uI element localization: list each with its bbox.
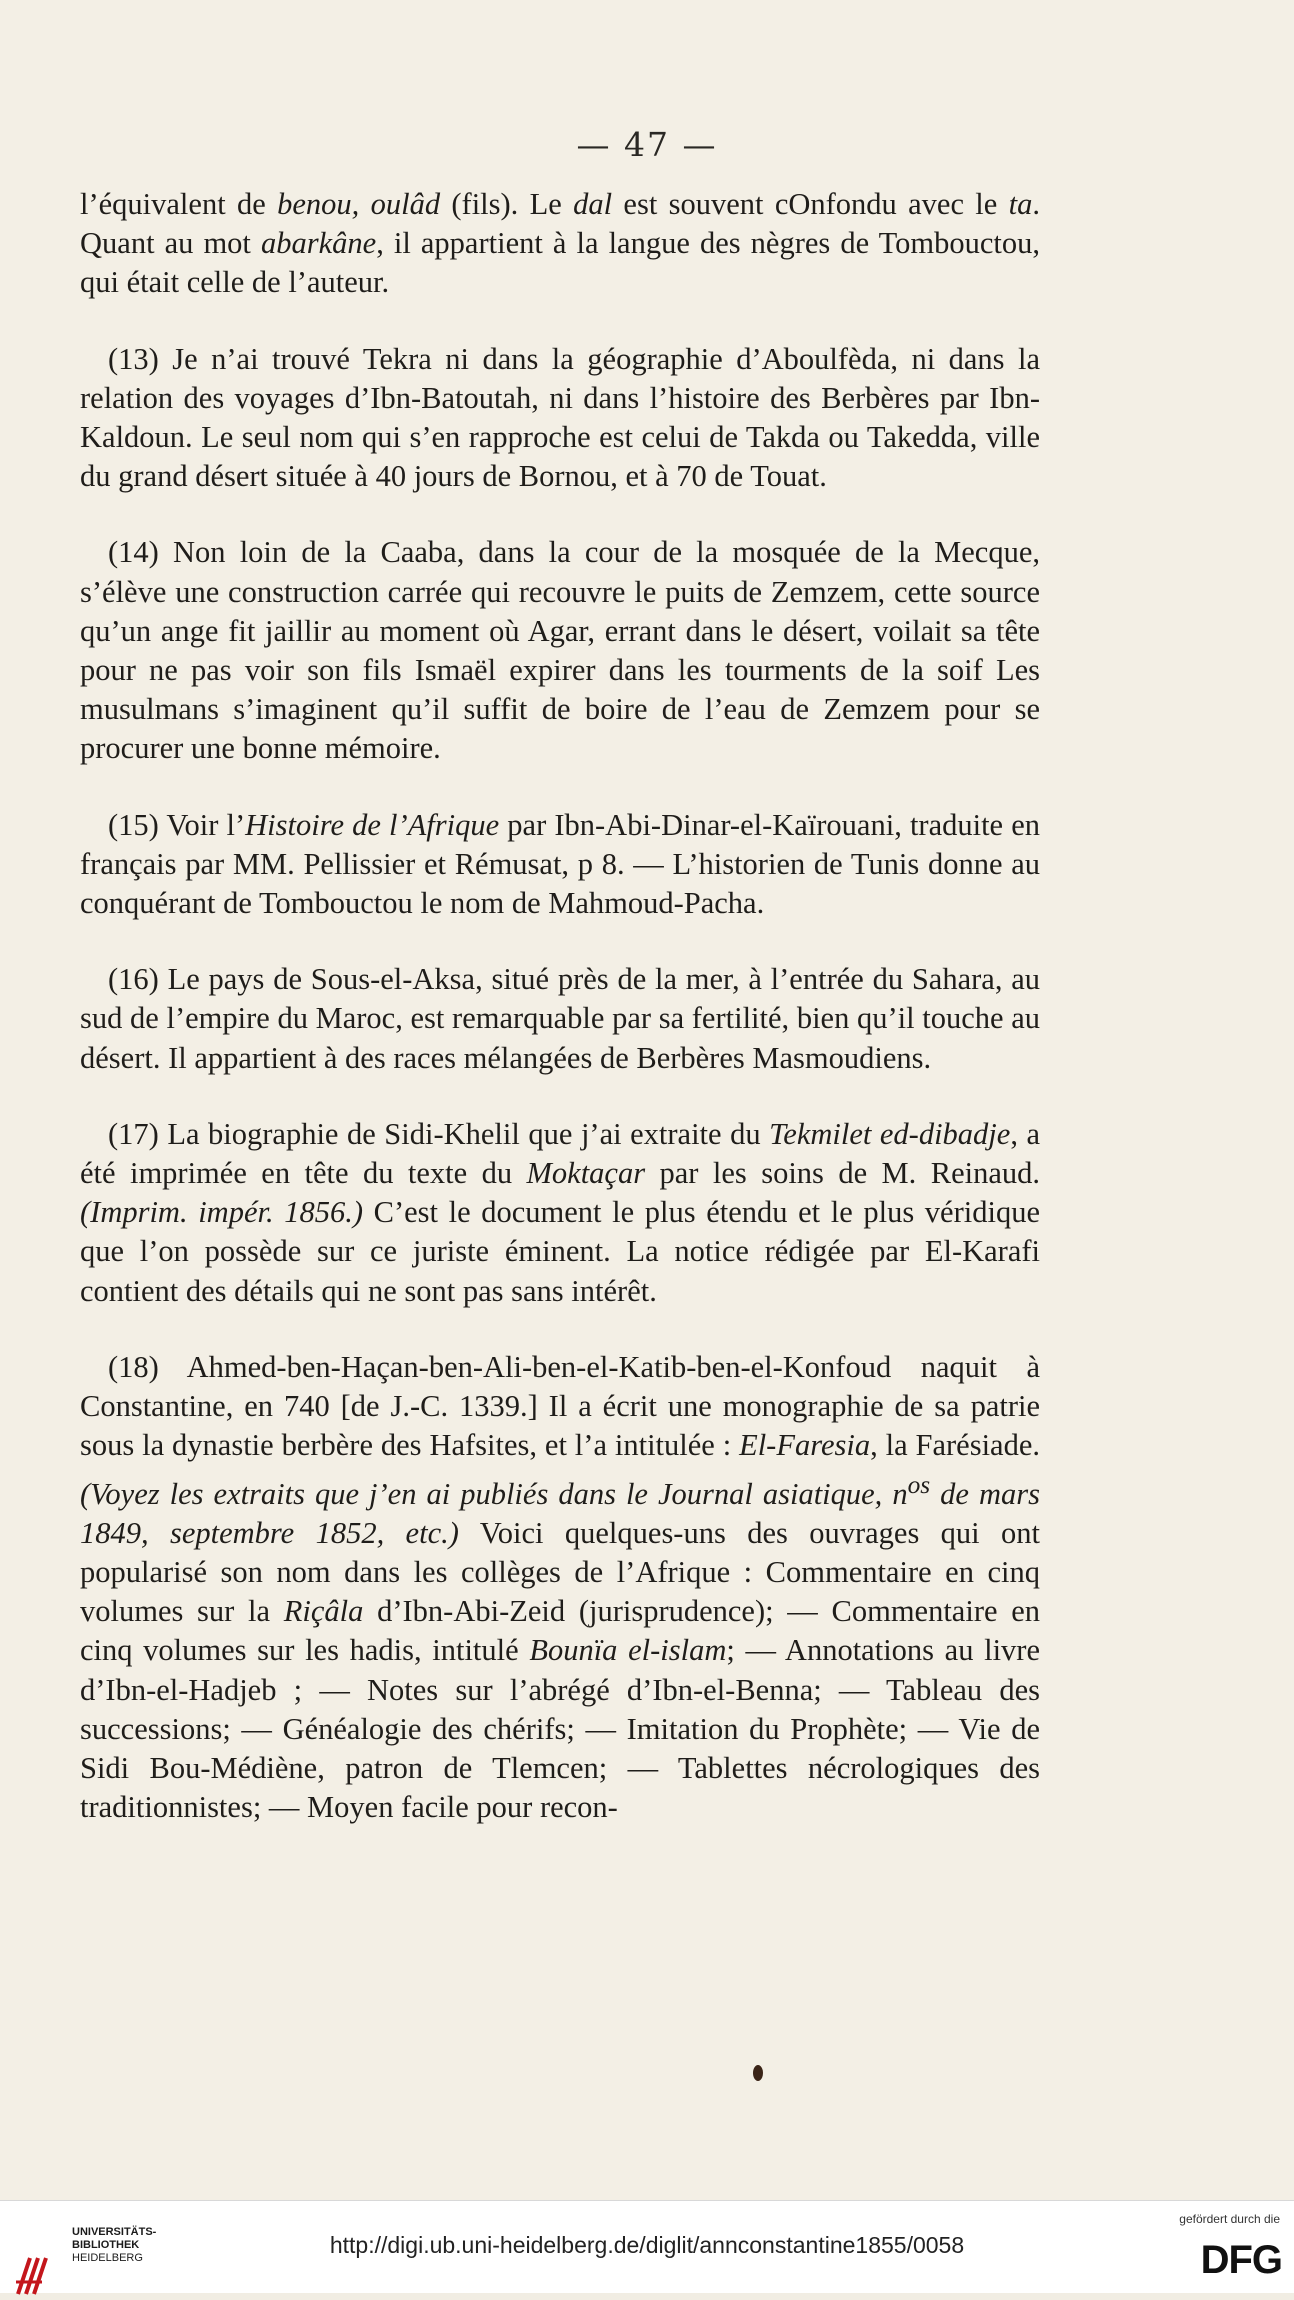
footnote-15: (15) Voir l’Histoire de l’Afrique par Ibn-Abi-Dinar-el-Kaïrouani, traduite en français par MM. Pellissier et Rémusat, p 8. — L’historien de Tunis donne au conquérant de Tombouctou le nom de Mahmoud-Pacha. [80,807,1041,921]
paragraph-continuation: l’équivalent de benou, oulâd (fils). Le dal est souvent cOnfondu avec le ta. Quant au mot abarkâne, il appartient à la langue des nègres de Tombouctou, qui était celle de l’auteur. [80,187,1041,300]
library-name-line-1: UNIVERSITÄTS- [72,2226,157,2238]
university-library-logo-icon [12,2252,60,2300]
library-name-line-3: HEIDELBERG [72,2252,143,2264]
footnotes-body [80,185,1040,1864]
library-name-line-2: BIBLIOTHEK [72,2239,140,2251]
page-number: — 47 — [576,125,718,164]
ink-speck [753,2065,763,2081]
footnote-17: (17) La biographie de Sidi-Khelil que j’ai extraite du Tekmilet ed-dibadje, a été imprimée en tête du texte du Moktaçar par les soins de M. Reinaud. (Imprim. impér. 1856.) C’est le document le plus étendu et le plus véridique que l’on possède sur ce juriste éminent. La notice rédigée par El-Karafi contient des détails qui ne sont pas sans intérêt. [80,1116,1041,1308]
footnote-16: (16) Le pays de Sous-el-Aksa, situé près de la mer, à l’entrée du Sahara, au sud de l’empire du Maroc, est remarquable par sa fertilité, bien qu’il touche au désert. Il appartient à des races mélangées de Berbères Masmoudiens. [80,962,1040,1075]
permalink[interactable]: http://digi.ub.uni-heidelberg.de/diglit/annconstantine1855/0058 [329,2232,965,2258]
funding-credit: gefördert durch die [1179,2212,1280,2226]
footnote-18: (18) Ahmed-ben-Haçan-ben-Ali-ben-el-Katib-ben-el-Konfoud naquit à Constantine, en 740 [de J.-C. 1339.] Il a écrit une monographie de sa patrie sous la dynastie berbère des Hafsites, et l’a intitulée : El-Faresia, la Farésiade. (Voyez les extraits que j’en ai publiés dans le Journal asiatique, $n^{os}$ de mars 1849, septembre 1852, etc.) Voici quelques-uns des ouvrages qui ont popularisé son nom dans les collèges de l’Afrique : Commentaire en cinq volumes sur la Riçâla d’Ibn-Abi-Zeid (jurisprudence); — Commentaire en cinq volumes sur les hadis, intitulé Bounïa el-islam; — Annotations au livre d’Ibn-el-Hadjeb ; — Notes sur l’abrégé d’Ibn-el-Benna; — Tableau des successions; — Généalogie des chérifs; — Imitation du Prophète; — Vie de Sidi Bou-Médiène, patron de Tlemcen; — Tablettes nécrologiques des traditionnistes; — Moyen facile pour recon- [80,1349,1041,1825]
dfg-logo: DFG [1200,2238,1282,2282]
footnote-14: (14) Non loin de la Caaba, dans la cour de la mosquée de la Mecque, s’élève une construction carrée qui recouvre le puits de Zemzem, cette source qu’un ange fit jaillir au moment où Agar, errant dans le désert, voilait sa tête pour ne pas voir son fils Ismaël expirer dans les tourments de la soif Les musulmans s’imaginent qu’il suffit de boire de l’eau de Zemzem pour se procurer une bonne mémoire. [80,535,1040,766]
footnote-13: (13) Je n’ai trouvé Tekra ni dans la géographie d’Aboulfèda, ni dans la relation des voyages d’Ibn-Batoutah, ni dans l’histoire des Berbères par Ibn-Kaldoun. Le seul nom qui s’en rapproche est celui de Takda ou Takedda, ville du grand désert située à 40 jours de Bornou, et à 70 de Touat. [80,341,1040,494]
